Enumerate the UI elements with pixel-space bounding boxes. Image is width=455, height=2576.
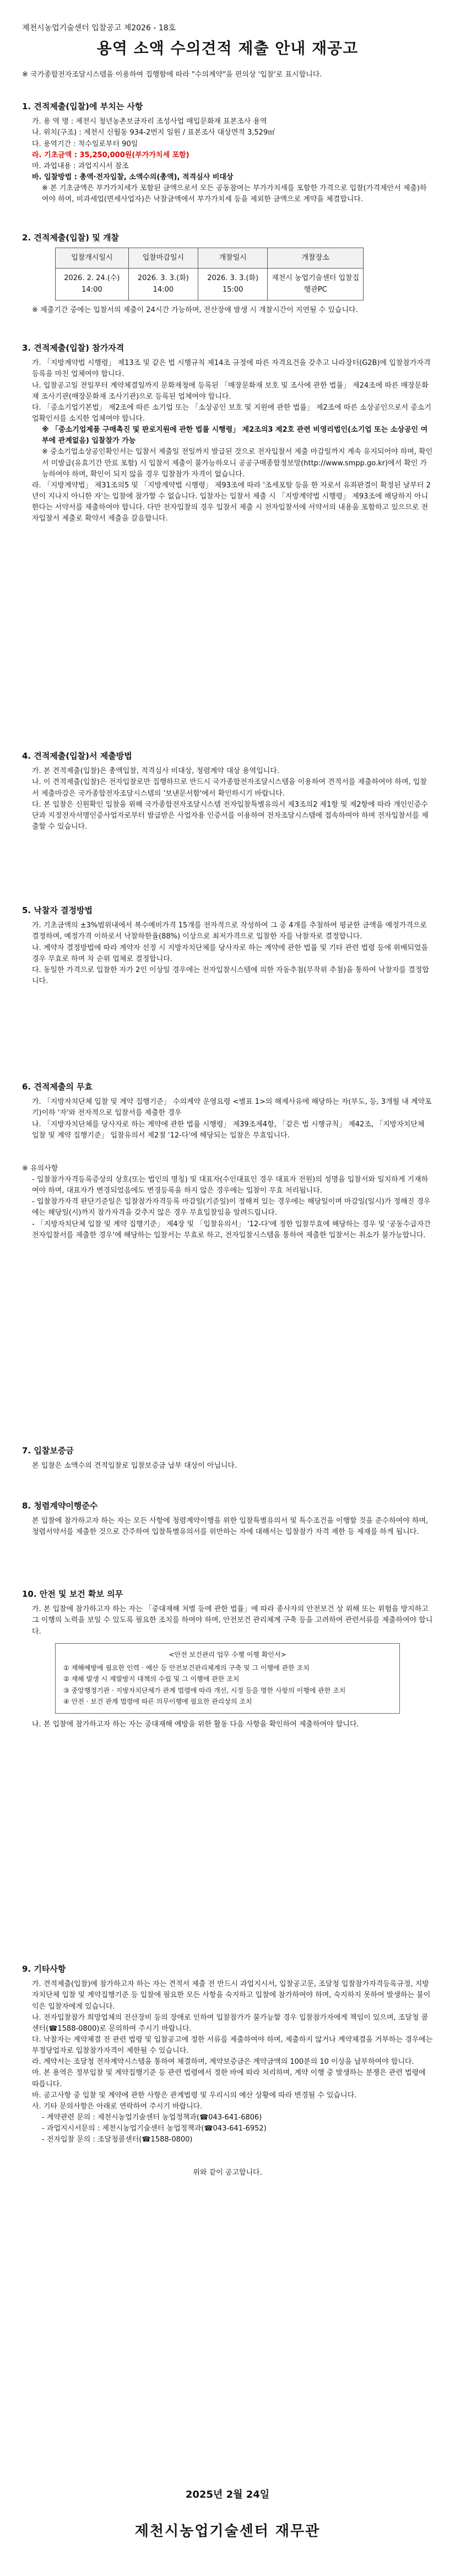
- list-item: 라. 계약서는 조달청 전자계약시스템을 통하여 체결하며, 계약보증금은 계약금액의 100분의 10 이상을 납부하여야 합니다.: [32, 2058, 414, 2067]
- list-item: ※ 중소기업소상공인확인서는 입찰서 제출일 전일까지 발급된 것으로 전자입찰서 제출 마감일까지 계속 유지되어야 하며, 확인서 미발급(유효기간 만료 포함) 시 입찰서 제출이 불가능하오니 공공구매종합정보망(http://www.smpp.go.kr)에서 확인 가능하여야 하며, 확인이 되지 않을 경우 입찰참가 자격이 없습니다.: [42, 448, 433, 479]
- table-header: 개찰일시: [198, 248, 268, 269]
- list-item: 마. 본 용역은 정부입찰 및 계약집행기준 등 관련 법령에서 정한 바에 따라 처리하며, 계약 이행 중 발생하는 분쟁은 관련 법령에 따릅니다.: [32, 2069, 426, 2089]
- list-item: 가. 기초금액의 ±3%범위내에서 복수예비가격 15개를 전자적으로 작성하여 그 중 4개를 추첨하여 평균한 금액을 예정가격으로 결정하며, 예정가격 이하로서 낙찰하한율(88%) 이상으로 최저가격으로 입찰한 자를 낙찰자로 결정합니다.: [32, 921, 427, 941]
- section-title: 8. 청렴계약이행준수: [22, 1501, 98, 1511]
- list-item: 본 입찰에 참가하고자 하는 자는 모든 사항에 청렴계약이행을 위한 입찰특별유의서 및 특수조건을 이행할 것을 준수하여야 하며, 청렴서약서를 제출한 것으로 간주하여 입찰특별유의서를 위반하는 자에 대해서는 입찰참가 자격 제한 등 제재를 하게 됩니다.: [32, 1517, 429, 1537]
- section-8: [22, 1500, 433, 1538]
- bid-method: 바. 입찰방법 : 총액·전자입찰, 소액수의(총액), 적격심사 비대상: [32, 173, 234, 181]
- list-item: 다. 「중소기업기본법」 제2조에 따른 소기업 또는 「소상공인 보호 및 지원에 관한 법률」 제2조에 따른 소상공인으로서 중소기업확인서를 소지한 업체여야 합니다.: [32, 403, 431, 423]
- section-title: 10. 안전 및 보건 확보 의무: [22, 1589, 123, 1599]
- contact-item: - 계약관련 문의 : 제천시농업기술센터 농업정책과(☎043-641-6806): [42, 2113, 262, 2122]
- schedule-note: ※ 제출기간 중에는 입찰서의 제출이 24시간 가능하며, 전산장애 발생 시 개찰시간이 지연될 수 있습니다.: [32, 305, 358, 314]
- list-item: 다. 낙찰자는 계약체결 전 관련 법령 및 입찰공고에 정한 서류를 제출하여야 하며, 제출하지 않거나 계약체결을 거부하는 경우에는 부정당업자로 입찰참가자격이 제한될 수 있습니다.: [32, 2035, 433, 2056]
- list-item: 가. 용 역 명 : 제천시 청년농촌보금자리 조성사업 매입문화재 표본조사 용역: [32, 117, 267, 126]
- list-item: 바. 공고사항 중 입찰 및 계약에 관한 사항은 관계법령 및 우리시의 예산 상황에 따라 변경될 수 있습니다.: [32, 2091, 357, 2100]
- list-item: 가. 「지방계약법 시행령」 제13조 및 같은 법 시행규칙 제14조 규정에 따른 자격요건을 갖추고 나라장터(G2B)에 입찰참가자격 등록을 마친 업체여야 합니다.: [32, 359, 431, 379]
- caution-item: - 입찰참가자격 판단기준일은 입찰참가자격등록 마감일(기준일)이 정해져 있는 경우에는 해당일이며 마감일(일시)가 정해진 경우에는 해당일(시)까지 참가자격을 갖추지 않은 경우 무효입찰임을 알려드립니다.: [32, 1198, 431, 1217]
- section-2: [22, 232, 433, 316]
- table-header: 입찰개시일시: [56, 248, 129, 269]
- contact-item: - 전자입찰 문의 : 조달청콜센터(☎1588-0800): [42, 2135, 193, 2144]
- contact-item: - 과업지시서문의 : 제천시농업기술센터 농업정책과(☎043-641-6952): [42, 2124, 267, 2133]
- section-5: [22, 904, 433, 987]
- list-item: 사. 기타 문의사항은 아래로 연락하여 주시기 바랍니다.: [32, 2102, 203, 2111]
- box-title: <안전 보건관리 업무 수행 이행 확인서>: [169, 1650, 286, 1659]
- safety-box: [55, 1643, 400, 1714]
- list-item: 다. 본 입찰은 신원확인 입찰을 위해 국가종합전자조달시스템 전자입찰특별유의서 제3조의2 제1항 및 제2항에 따라 개인인증수단과 지정전자서명인증사업자로부터 발급받은 사업자용 인증서를 이용하여 전자조달시스템에 접속하여야 하며 전자입찰서를 제출할 수 있습니다.: [32, 800, 429, 831]
- section-1: [22, 100, 433, 205]
- page-title: 용역 소액 수의견적 제출 안내 재공고: [96, 39, 359, 57]
- caution-heading: ※ 유의사항: [22, 1164, 58, 1173]
- section-3: [22, 342, 433, 524]
- list-item: 다. 동일한 가격으로 입찰한 자가 2인 이상일 경우에는 전자입찰시스템에 의한 자동추첨(무작위 추첨)을 통하여 낙찰자를 결정합니다.: [32, 965, 429, 985]
- list-item: 나. 이 견적제출(입찰)은 전자입찰로만 집행하므로 반드시 국가종합전자조달시스템을 이용하여 견적서를 제출하여야 하며, 입찰서 제출마감은 국가종합전자조달시스템의 '보낸문서함'에서 확인하시기 바랍니다.: [32, 778, 427, 798]
- section-title: 1. 견적제출(입찰)에 부치는 사항: [22, 101, 143, 111]
- closing-text: 위와 같이 공고합니다.: [193, 2169, 262, 2177]
- section-title: 7. 입찰보증금: [22, 1446, 74, 1456]
- list-item: 가. 본 입찰에 참가하고자 하는 자는 「중대재해 처벌 등에 관한 법률」에 따라 종사자의 안전보건 상 위해 또는 위험을 방지하고 그 이행의 노력을 보일 수 있도록 필요한 조치를 하여야 하며, 안전보건 관리체계 구축 등을 고려하여 관련서류를 제출하여야 합니다.: [32, 1605, 433, 1636]
- section-7: [22, 1445, 433, 1472]
- section-title: 5. 낙찰자 결정방법: [22, 905, 93, 915]
- box-line: ④ 안전 · 보건 관계 법령에 따른 의무이행에 필요한 관리상의 조치: [63, 1698, 252, 1706]
- list-item: 나. 위치(구조) : 제천시 신월동 934-2번지 일원 / 표본조사 대상면적 3,529㎡: [32, 128, 275, 137]
- section-title: 9. 기타사항: [22, 1964, 66, 1974]
- section-safety: [22, 1588, 433, 1730]
- box-line: ① 재해예방에 필요한 인력 · 예산 등 안전보건관리체계의 구축 및 그 이행에 관한 조치: [63, 1664, 310, 1672]
- box-line: ③ 중앙행정기관 · 지방자치단체가 관계 법령에 따라 개선, 시정 등을 명한 사항의 이행에 관한 조치: [63, 1686, 346, 1694]
- signature: 제천시농업기술센터 재무관: [134, 2523, 321, 2540]
- section-title: 4. 견적제출(입찰)서 제출방법: [22, 751, 132, 761]
- list-item: 본 입찰은 소액수의 견적입찰로 입찰보증금 납부 대상이 아닙니다.: [32, 1462, 237, 1471]
- base-price: 라. 기초금액 : 35,250,000원(부가가치세 포함): [32, 151, 189, 159]
- section-4: [22, 750, 433, 833]
- list-item: 가. 본 견적제출(입찰)은 총액입찰, 적격심사 비대상, 청렴계약 대상 용역입니다.: [32, 767, 280, 776]
- caution-item: - 「지방자치단체 입찰 및 계약 집행기준」 제4장 및 「입찰유의서」 '12-다'에 정한 입찰무효에 해당하는 경우 및 '공동수급자간 전자입찰서를 제출한 경우'에 해당하는 입찰서는 무효로 하고, 전자입찰시스템을 통하여 제출한 입찰서는 취소가 불가능합니다.: [32, 1220, 431, 1239]
- table-header: 개찰장소: [268, 248, 364, 269]
- list-item: 가. 「지방자치단체 입찰 및 계약 집행기준」 수의계약 운영요령 <별표 1>의 해제사유에 해당하는 자(부도, 등, 3개월 내 계약포기)이하 '자'와 전자적으로 입찰서를 제출한 경우: [32, 1098, 432, 1118]
- list-item: 나. 전자입찰참가 희망업체의 전산장비 등의 장애로 인하여 입찰참가가 불가능할 경우 입찰참가자에게 책임이 있으며, 조달청 콜센터(☎1588-0800)로 문의하여 주시기 바랍니다.: [32, 2013, 429, 2033]
- schedule-table: [55, 248, 364, 300]
- list-item: 마. 과업내용 : 과업지시서 참조: [32, 162, 129, 170]
- table-cell: 2026. 3. 3.(화) 14:00: [128, 269, 198, 300]
- list-item: 라. 「지방계약법」 제31조의5 및 「지방계약법 시행령」 제93조에 따라 '조세포탈 등을 한 자로서 유죄판결이 확정된 날부터 2년이 지나지 아니한 자'는 입찰에 참가할 수 없습니다. 입찰자는 입찰서 제출 시 「지방계약법 시행령」 제93조에 해당하지 아니한다는 서약서를 제출하여야 합니다. 다만 전자입찰의 경우 입찰서 제출 시 전자입찰서에 서약서의 내용을 포함하고 있으므로 전자입찰서 제출로 확약서 제출을 갈음합니다.: [32, 481, 431, 523]
- caution-item: - 입찰참가자격등록증상의 상호(또는 법인의 명칭) 및 대표자(수인대표인 경우 대표자 전원)의 성명을 입찰서와 일치하게 기재하여야 하며, 대표자가 변경되었음에도 변경등록을 하지 않은 경우에는 입찰이 무효 처리됩니다.: [32, 1175, 429, 1195]
- table-cell: 제천시 농업기술센터 입찰집행관PC: [268, 269, 364, 300]
- section-misc: [22, 1963, 433, 2179]
- section-title: 6. 견적제출의 무효: [22, 1082, 93, 1092]
- table-cell: 2026. 2. 24.(수) 14:00: [56, 269, 129, 300]
- list-item: 다. 용역기간 : 착수일로부터 90일: [32, 139, 138, 148]
- vat-note: ※ 본 기초금액은 부가가치세가 포함된 금액으로서 모든 공동참여는 부가가치세를 포함한 가격으로 입찰(가격제안서 제출)하여야 하며, 비과세업(면세사업자)은 낙찰금액에서 부가가치세 등을 제외한 금액으로 계약을 체결합니다.: [42, 184, 427, 204]
- intro-note: ※ 국가종합전자조달시스템을 이용하여 집행함에 따라 "수의계약"을 편의상 '입찰'로 표시합니다.: [22, 71, 322, 79]
- list-item: 나. 계약자 결정방법에 따라 계약자 선정 시 지방자치단체를 당사자로 하는 계약에 관한 법률 및 기타 관련 법령 등에 위배되었을 경우 무효로 하며 차 순위 업체로 결정합니다.: [32, 943, 428, 963]
- list-item: 나. 「지방자치단체를 당사자로 하는 계약에 관한 법률 시행령」 제39조제4항, 「같은 법 시행규칙」 제42조, 「지방자치단체 입찰 및 계약 집행기준」 입찰유의서 제2절 '12-다'에 해당되는 입찰은 무효입니다.: [32, 1120, 425, 1140]
- list-item: 가. 견적제출(입찰)에 참가하고자 하는 자는 견적서 제출 전 반드시 과업지시서, 입찰공고문, 조달청 입찰참가자격등록규정, 지방자치단체 입찰 및 계약집행기준 등 입찰에 필요한 모든 사항을 숙지하고 입찰에 참가하여야 하며, 숙지하지 못하여 발생하는 불이익은 입찰자에게 있습니다.: [32, 1980, 431, 2011]
- notice-date: 2025년 2월 24일: [185, 2489, 270, 2500]
- notice-number: 제천시농업기술센터 입찰공고 제2026 - 18호: [22, 24, 176, 33]
- table-header: 입찰마감일시: [128, 248, 198, 269]
- table-cell: 2026. 3. 3.(화) 15:00: [198, 269, 268, 300]
- box-line: ② 재해 발생 시 재발방지 대책의 수립 및 그 이행에 관한 조치: [63, 1675, 240, 1683]
- section-title: 2. 견적제출(입찰) 및 개찰: [22, 233, 119, 243]
- section-title: 3. 견적제출(입찰) 참가자격: [22, 343, 124, 353]
- list-item: 나. 본 입찰에 참가하고자 하는 자는 중대재해 예방을 위한 활동 다음 사항을 확인하여 제출하여야 합니다.: [32, 1720, 359, 1729]
- list-item: ※ 「중소기업제품 구매촉진 및 판로지원에 관한 법률 시행령」 제2조의3 제2호 관련 비영리법인(소기업 또는 소상공인 여부에 관계없음) 입찰참가 가능: [42, 426, 428, 446]
- list-item: 나. 입찰공고일 전일부터 계약체결일까지 문화재청에 등록된 「매장문화재 보호 및 조사에 관한 법률」 제24조에 따른 매장문화재 조사기관(매장문화재 조사기관)으로 등록된 업체여야 합니다.: [32, 381, 429, 401]
- section-6: [22, 1081, 433, 1241]
